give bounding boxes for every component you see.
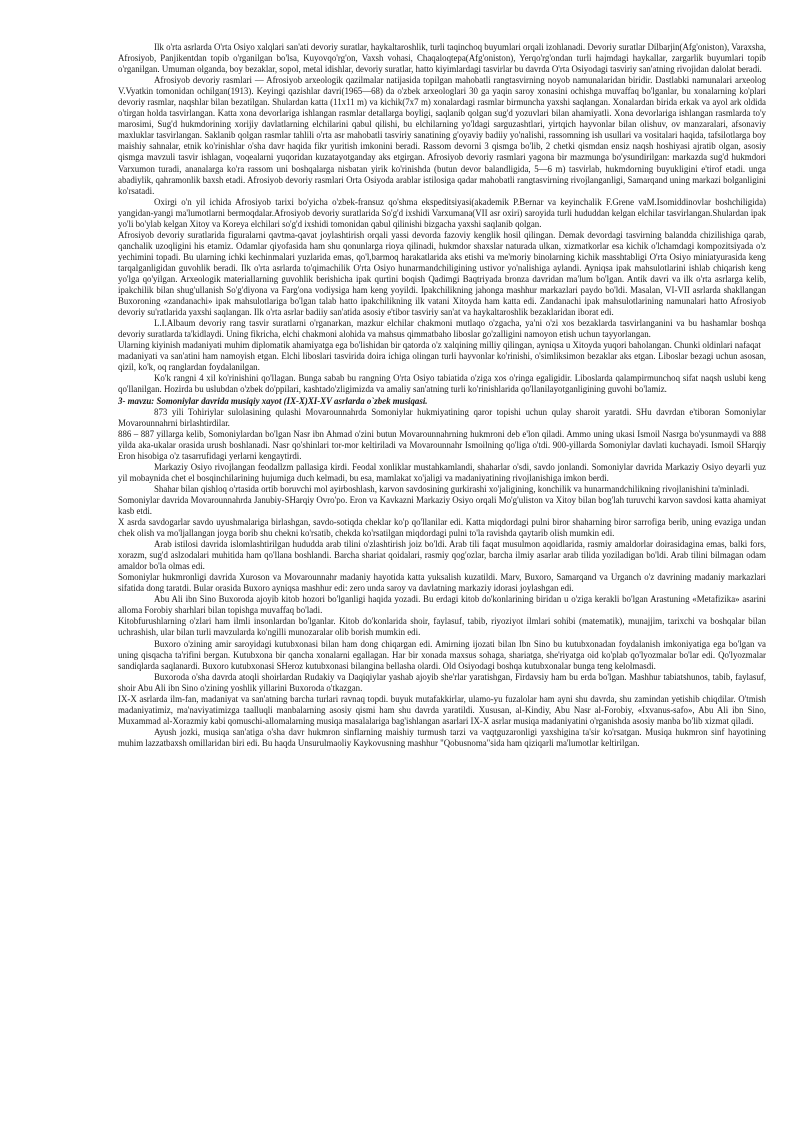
- paragraph-feudalism: Markaziy Osiyo rivojlangan feodallzm pallasiga kirdi. Feodal xonliklar mustahkamlandi, shaharlar o'sdi, savdo jonlandi. Somoniylar davrida Markaziy Osiyo deyarli yuz yil mobaynida chet el bosqinchilarining hujumiga duch kelmadi, bu esa, mamlakat xo'jaligi va madaniyatining rivojlanishiga imkon berdi.: [118, 461, 766, 483]
- paragraph-music: Ayush jozki, musiqa san'atiga o'sha davr hukmron sinflarning maishiy turmush tarzi va vaqtguzaronligi yaxshigina ta'sir ko'rsatgan. Musiqa hukmron sinf hayotining muhim lazzatbaxsh omillaridan biri edi. Bu haqda Unsurulmaoliy Kaykovusning mashhur "Qobusnoma"sida ham qiziqarli ma'lumotlar keltirilgan.: [118, 726, 766, 748]
- paragraph-dress-culture: Ularning kiyinish madaniyati muhim diplomatik ahamiyatga ega bo'lishidan bir qatorda o'z xalqining milliy qilingan, ayniqsa u Xitoyda yuqori baholangan. Chunki oldinlari nafaqat: [118, 340, 761, 351]
- section-heading: 3- mavzu: Somoniylar davrida musiqiy xayot (IX-X)XI-XV asrlarda o`zbek musiqasi.: [118, 395, 428, 406]
- paragraph-albaum: L.I.Albaum devoriy rang tasvir suratlarni o'rganarkan, mazkur elchilar chakmoni mutlaqo o'zgacha, ya'ni o'zi xos bezaklarda tasvirlanganini va bu hashamlar boshqa devoriy suratlarda ta'kidlaydi. Uning fikricha, elchi chakmoni alohida va mahsus qimmatbaho liboslar go'zalligini namoyon etish uchun tayyorlangan.: [118, 318, 766, 340]
- paragraph-trade: Shahar bilan qishloq o'rtasida ortib boruvchi mol ayirboshlash, karvon savdosining gurkirashi xo'jaligining, konchilik va hunarmandchilikning rivojlanishini ta'minladi.: [154, 483, 750, 494]
- paragraph-garments: madaniyati va san'atini ham namoyish etgan. Elchi liboslari tasvirida doira ichiga olingan turli hayvonlar ko'rinishi, o'simliksimon bezaklar aks etgan. Liboslar bezagi uchun asosan, qizil, ko'k, oq ranglardan foydalanilgan.: [118, 351, 766, 373]
- paragraph-ix-x-science: IX-X asrlarda ilm-fan, madaniyat va san'atning barcha turlari ravnaq topdi. buyuk mutafakkirlar, ulamo-yu fuzalolar ham ayni shu davrda, shu zamindan yetishib chiqdilar. O'tmish madaniyatimiz, ma'naviyatimizga taalluqli manbalarning asosiy qismi ham shu davrda yaratildi. Xususan, al-Kindiy, Abu Nasr al-Forobiy, «Ixvanus-safo», Abu Ali ibn Sino, Muxammad al-Xorazmiy kabi qomuschi-allomalarning musiqa masalalariga bag'ishlangan asarlari IX-X asrlar musiqa madaniyatini o'rganishda asosiy manba bo'lib xizmat qiladi.: [118, 693, 766, 726]
- paragraph-expedition: Oxirgi o'n yil ichida Afrosiyob tarixi bo'yicha o'zbek-fransuz qo'shma ekspeditsiyasi(akademik P.Bernar va keyinchalik F.Grene vaM.Isomiddinovlar boshchiligida) yangidan-yangi ma'lumotlarni bermoqdalar.Afrosiyob devoriy suratlarida So'g'd ixshidi Varxumana(VII asr oxiri) saroyida turli hududdan kelgan elchilar tasvirlangan.Shulardan ipak yo'li bo'ylab kelgan Xitoy va Koreya elchilari so'g'd ixshidi tomonidan qabul qilinishi bizgacha yaxshi saqlanib qolgan.: [118, 196, 766, 229]
- paragraph-arabic: Arab istilosi davrida islomlashtirilgan hududda arab tilini o'zlashtirish joiz bo'ldi. Arab tili faqat musulmon aqoidlarida, rasmiy amaldorlar doirasidagina emas, balki fors, xorazm, sug'd aslzodalari muhitida ham qo'llana boshlandi. Barcha shariat qoidalari, rasmiy qog'ozlar, barcha ilmiy asarlar arab tilida yoziladigan bo'ldi. Arab tilini bilmagan odam amaldor bo'la olmas edi.: [118, 539, 766, 572]
- paragraph-blue-color: Ko'k rangni 4 xil ko'rinishini qo'llagan. Bunga sabab bu rangning O'rta Osiyo tabiatida o'ziga xos o'ringa egaligidir. Liboslarda qalampirmunchoq sifat naqsh uslubi keng qo'llanilgan. Hozirda bu uslubdan o'zbek do'ppilari, kashtado'zligimizda va amaliy san'atning turli ko'rinishlarida qo'llanilayotganligining guvohi bo'lamiz.: [118, 373, 766, 395]
- paragraph-merchants: X asrda savdogarlar savdo uyushmalariga birlashgan, savdo-sotiqda cheklar ko'p qo'llanilar edi. Katta miqdordagi pulni biror shaharning biror sarrofiga berib, uning evaziga undan chek olish va mo'ljallangan joyga borib shu chekni ko'rsatib, chekda ko'rsatilgan miqdordagi pulni to'la ravishda qaytarib olish mumkin edi.: [118, 517, 766, 539]
- paragraph-booksellers: Kitobfurushlarning o'zlari ham ilmli insonlardan bo'lganlar. Kitob do'konlarida shoir, faylasuf, tabib, riyoziyot ilmlari sohibi (matematik), munajjim, tarixchi va boshqalar bilan uchrashish, ular bilan turli mavzularda ko'ngilli munozaralar olib borish mumkin edi.: [118, 616, 766, 638]
- paragraph-cultural-centers: Somoniylar hukmronligi davrida Xuroson va Movarounnahr madaniy hayotida katta yuksalish kuzatildi. Marv, Buxoro, Samarqand va Urganch o'z davrining madaniy markazlari sifatida dong taratdi. Bular orasida Buxoro ayniqsa mashhur edi: zero unda saroy va davlatning markaziy idorasi joylashgan edi.: [118, 572, 766, 594]
- paragraph-873: 873 yili Tohiriylar sulolasining qulashi Movarounnahrda Somoniylar hukmiyatining qaror topishi uchun qulay sharoit yaratdi. SHu davrdan e'tiboran Somoniylar Movarounnahrni birlashtirdilar.: [118, 406, 766, 428]
- paragraph-poets: Buxoroda o'sha davrda atoqli shoirlardan Rudakiy va Daqiqiylar yashab ajoyib she'rlar yaratishgan, Firdavsiy ham bu erda bo'lgan. Mashhur tabiatshunos, tabib, faylasuf, shoir Abu Ali ibn Sino o'zining yoshlik yillarini Buxoroda o'tkazgan.: [118, 671, 766, 693]
- paragraph-early-middle-ages: Ilk o'rta asrlarda O'rta Osiyo xalqlari san'ati devoriy suratlar, haykaltaroshlik, turli taqinchoq buyumlari orqali izohlanadi. Devoriy suratlar Dilbarjin(Afg'oniston), Varaxsha, Afrosiyob, Panjikentdan topib o'rganilgan bo'lsa, Kuyovqo'rg'on, Vaxsh vohasi, Chaqaloqtepa(Afg'oniston), Yerqo'rg'ondan turli hajmdagi haykallar, zargarlik buyumlari topib o'rganilgan. Umuman olganda, boy bezaklar, sopol, metal idishlar, devoriy suratlar, hatto kiyimlardagi tasvirlar bu davrda O'rta Osiyodagi tasviriy san'atning rivojidan dalolat beradi.: [118, 42, 766, 75]
- paragraph-afrosiyob-murals: Afrosiyob devoriy rasmlari — Afrosiyob arxeologik qazilmalar natijasida topilgan mahobatli rangtasvirning noyob namunalaridan biridir. Dastlabki namunalari arxeolog V.Vyatkin tomonidan ochilgan(1913). Keyingi qazishlar davri(1965—68) da o'zbek arxeologlari 30 ga yaqin saroy xonasini ochishga muvaffaq bo'lganlar, bu xonalarning ko'plari devoriy rasmlar, naqshlar bilan bezatilgan. Shulardan katta (11x11 m) va kichik(7x7 m) xonalardagi rasmlar birmuncha yaxshi saqlangan. Xonalardan birida erkak va ayol ark oldida o'tirgan holda tasvirlangan. Katta xona devorlariga ishlangan rasmlar detallarga boyligi, saqlanib qolgan sug'd yozuvlari bilan ahamiyatli. Xona devorlariga ishlangan rasmlarda to'y marosimi, Sug'd hukmdorining xorijiy davlatlarning elchilarini qabul qilishi, bu elchilarning yo'ldagi sarguzashtlari, yirtqich hayvonlar bilan olishuv, ov manzaralari, afsonaviy maxluklar tasvirlangan. Saklanib qolgan rasmlar tahlili o'rta asr mahobatli tasviriy sanatining g'oyaviy badiiy yo'nalishi, rassomning ish usullari va vositalari haqida, tafsilotlarga boy maishiy sahnalar, etnik ko'rinishlar o'sha davr haqida fikr yuritish imkonini beradi. Rassom devorni 3 qismga bo'lib, 2 chetki qismdan ensiz naqsh hoshiyasi ajratib olgan, asosiy qismga mavzuli tasvir ishlagan, voqealarni yuqoridan kuzatayotganday aks etgirgan. Afrosiyob devoriy rasmlari yagona bir mazmunga bo'ysundirilgan: markazda sug'd hukmdori Varxumon turadi, ananalarga ko'ra rassom uni boshqalarga nisbatan yirik ko'rinishda (butun devor balandligida, 5—6 m) tasvirlab, hukmdorning buyukligini e'tirof etadi. unga abadiylik, qahramonlik baxsh etadi. Afrosiyob devoriy rasmlari Orta Osiyoda arablar istilosiga qadar mahobatli rangtasvirning rivojlanganligi, Samarqand uning markazi bolganligini ko'rsatadi.: [118, 75, 766, 196]
- paragraph-886: 886 – 887 yillarga kelib, Somoniylardan bo'lgan Nasr ibn Ahmad o'zini butun Movarounnahrning hukmroni deb e'lon qiladi. Ammo uning ukasi Ismoil Nasrga bo'ysunmaydi va 888 yilda aka-ukalar orasida urush boshlanadi. Nasr qo'shinlari tor-mor keltiriladi va Movarounnahr Ismoilning qo'liga o'tdi. 900-yillarda Somoniylar davlati kuchayadi. Ismoil SHarqiy Eron hisobiga o'z tasarrufidagi yerlarni kengaytirdi.: [118, 428, 766, 461]
- paragraph-ibn-sino-books: Abu Ali ibn Sino Buxoroda ajoyib kitob hozori bo'lganligi haqida yozadi. Bu erdagi kitob do'konlarining biridan u o'ziga kerakli bo'lgan Arastuning «Metafizika» asarini alloma Forobiy sharhlari bilan topishga muvaffaq bo'ladi.: [118, 594, 766, 616]
- paragraph-figures: Afrosiyob devoriy suratlarida figuralarni qavtma-qavat joylashtirish orqali yassi devorda fazoviy kenglik hosil qilingan. Demak devordagi tasvirning balandda chizilishiga qarab, qanchalik uzoqligini his etamiz. Odamlar qiyofasida ham shu qonunlarga rioya qilinadi, hukmdor shaxslar naturada ulkan, xizmatkorlar esa kichik o'lchamdagi kompozitsiyada o'z yechimini topadi. Bu ularning ichki kechinmalari yuzlarida emas, qo'l,barmoq harakatlarida aks etishi va me'moriy binolarning kichik masshtabligi O'rta Osiyo miniatyurasida keng tarqalganligidan guvohlik beradi. Ilk o'rta asrlarda to'qimachilik O'rta Osiyo hunarmandchiligining ustivor yo'nalishiga aylandi. Ayniqsa ipak mahsulotlarini ishlab chiqarish keng yo'lga qo'yilgan. Arxeologik materiallarning guvohlik berishicha ipak qurtini boqish Qadimgi Baqtriyada bronza davridan ma'lum bo'lgan. Antik davri va ilk o'rta asrlarga kelib, ipakchilik bilan shug'ullanish So'g'diyona va Farg'ona vodiysiga ham keng yoyildi. Ipakchilikning jahonga mashhur markazlari paydo bo'ldi. Masalan, VI-VII asrlarda shakllangan Buxoroning «zandanachi» ipak mahsulotlariga bo'lgan talab hatto ipakchilikning ilk vatani Xitoyda ham katta edi. Zandanachi ipak mahsulotlarining namunalari hatto Afrosiyob devoriy su'ratlarida yaxshi saqlangan. Ilk o'rta asrlar badiiy san'atida asosiy e'tibor tasviriy san'at va haykaltaroshlik bezaklaridan iborat edi.: [118, 229, 766, 318]
- paragraph-library: Buxoro o'zining amir saroyidagi kutubxonasi bilan ham dong chiqargan edi. Amirning ijozati bilan Ibn Sino bu kutubxonadan foydalanish imkoniyatiga ega bo'lgan va uning qisqacha ta'rifini bergan. Kutubxona bir qancha xonalarni egallagan. Har bir xonada maxsus sohaga, shariatga, she'riyatga oid ko'plab qo'lyozmalar bo'lar edi. Qo'lyozmalar sandiqlarda saqlanardi. Buxoro kutubxonasi SHeroz kutubxonasi bilangina bellasha olardi. Old Osiyodagi boshqa kutubxonalar bunga teng kelolmasdi.: [118, 638, 766, 671]
- paragraph-caravan: Somoniylar davrida Movarounnahrda Janubiy-SHarqiy Ovro'po. Eron va Kavkazni Markaziy Osiyo orqali Mo'g'uliston va Xitoy bilan bog'lah turuvchi karvon savdosi katta ahamiyat kasb etdi.: [118, 494, 766, 516]
